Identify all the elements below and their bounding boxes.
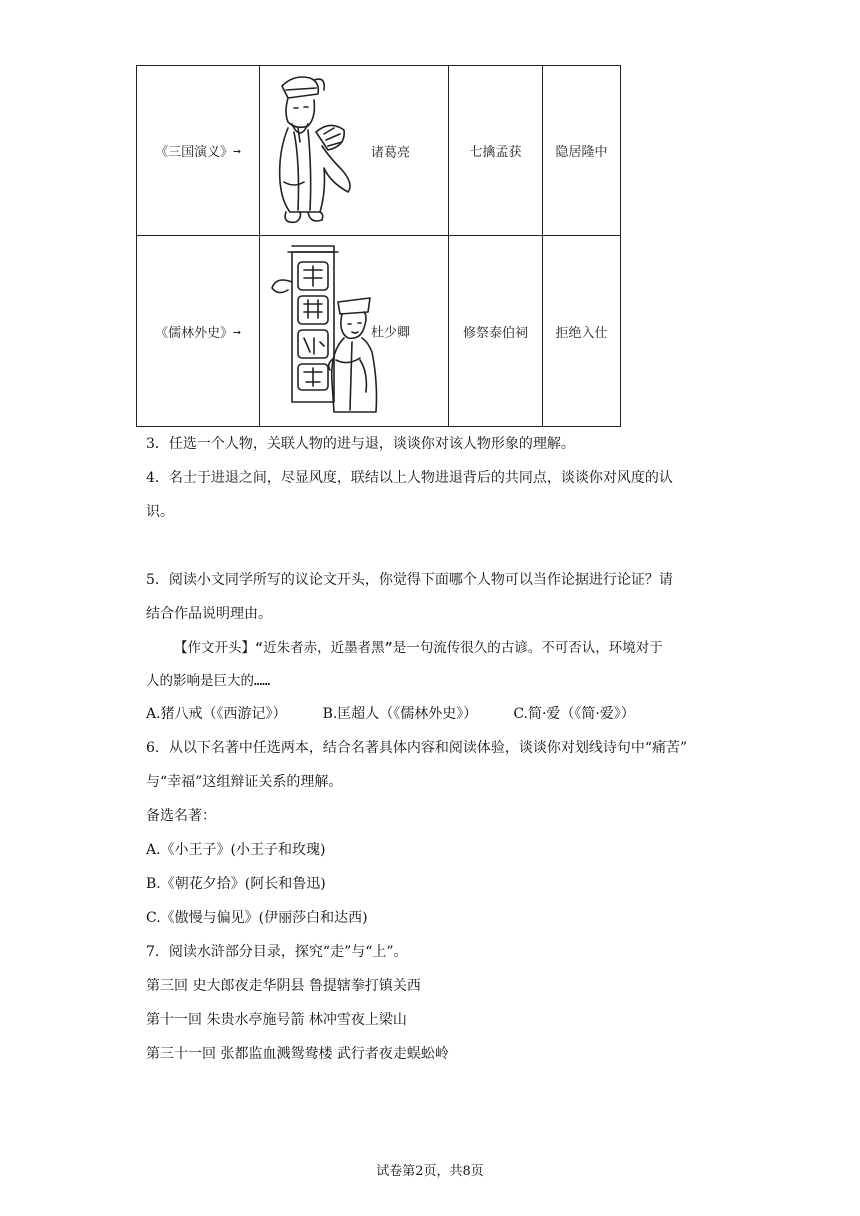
character-cell — [260, 66, 449, 236]
advance-cell: 修祭泰伯祠 — [449, 236, 543, 427]
question-5-line1: 5．阅读小文同学所写的议论文开头，你觉得下面哪个人物可以当作论据进行论证？请 — [146, 572, 673, 588]
works-table — [136, 65, 621, 427]
option-c: C.简·爱（《简·爱》） — [513, 706, 635, 722]
question-3: 3．任选一个人物，关联人物的进与退，谈谈你对该人物形象的理解。 — [146, 436, 575, 452]
character-name: 诸葛亮 — [370, 145, 410, 161]
option-a: A.猪八戒（《西游记》） — [146, 706, 287, 722]
retreat-cell: 拒绝入仕 — [543, 236, 621, 427]
character-name: 杜少卿 — [370, 325, 410, 341]
chapter-line: 第三十一回 张都监血溅鸳鸯楼 武行者夜走蜈蚣岭 — [146, 1046, 449, 1062]
advance-cell: 七擒孟获 — [449, 66, 543, 236]
question-7: 7．阅读水浒部分目录，探究“走”与“上”。 — [146, 944, 408, 960]
chapter-line: 第十一回 朱贵水亭施号箭 林冲雪夜上梁山 — [146, 1012, 407, 1028]
option-b: B.匡超人（《儒林外史》） — [322, 706, 478, 722]
retreat-cell: 隐居隆中 — [543, 66, 621, 236]
book-list-label: 备选名著： — [146, 808, 216, 824]
character-cell — [260, 236, 449, 427]
table-row — [137, 236, 621, 427]
du-shaoqing-illustration — [264, 242, 384, 418]
question-6-line1: 6．从以下名著中任选两本，结合名著具体内容和阅读体验，谈谈你对划线诗句中“痛苦” — [146, 740, 688, 756]
question-6-line2: 与“幸福”这组辩证关系的理解。 — [146, 774, 343, 790]
essay-opening-line1: 【作文开头】“近朱者赤，近墨者黑”是一句流传很久的古谚。不可否认，环境对于 — [174, 640, 663, 656]
chapter-line: 第三回 史大郎夜走华阴县 鲁提辖拳打镇关西 — [146, 978, 421, 994]
zhuge-liang-illustration — [264, 72, 364, 230]
question-5-line2: 结合作品说明理由。 — [146, 606, 272, 622]
essay-opening-line2: 人的影响是巨大的…… — [146, 673, 271, 689]
table-row — [137, 66, 621, 236]
work-title-cell: 《儒林外史》➞ — [137, 236, 260, 427]
page-footer: 试卷第2页，共8页 — [376, 1164, 484, 1179]
book-option-c: C.《傲慢与偏见》(伊丽莎白和达西) — [146, 910, 368, 926]
book-option-a: A.《小王子》(小王子和玫瑰) — [146, 842, 326, 858]
book-option-b: B.《朝花夕拾》(阿长和鲁迅) — [146, 876, 326, 892]
question-4-line1: 4．名士于进退之间，尽显风度，联结以上人物进退背后的共同点，谈谈你对风度的认 — [146, 470, 673, 486]
question-5-options — [146, 704, 635, 724]
question-4-line2: 识。 — [146, 504, 174, 520]
work-title-cell: 《三国演义》➞ — [137, 66, 260, 236]
